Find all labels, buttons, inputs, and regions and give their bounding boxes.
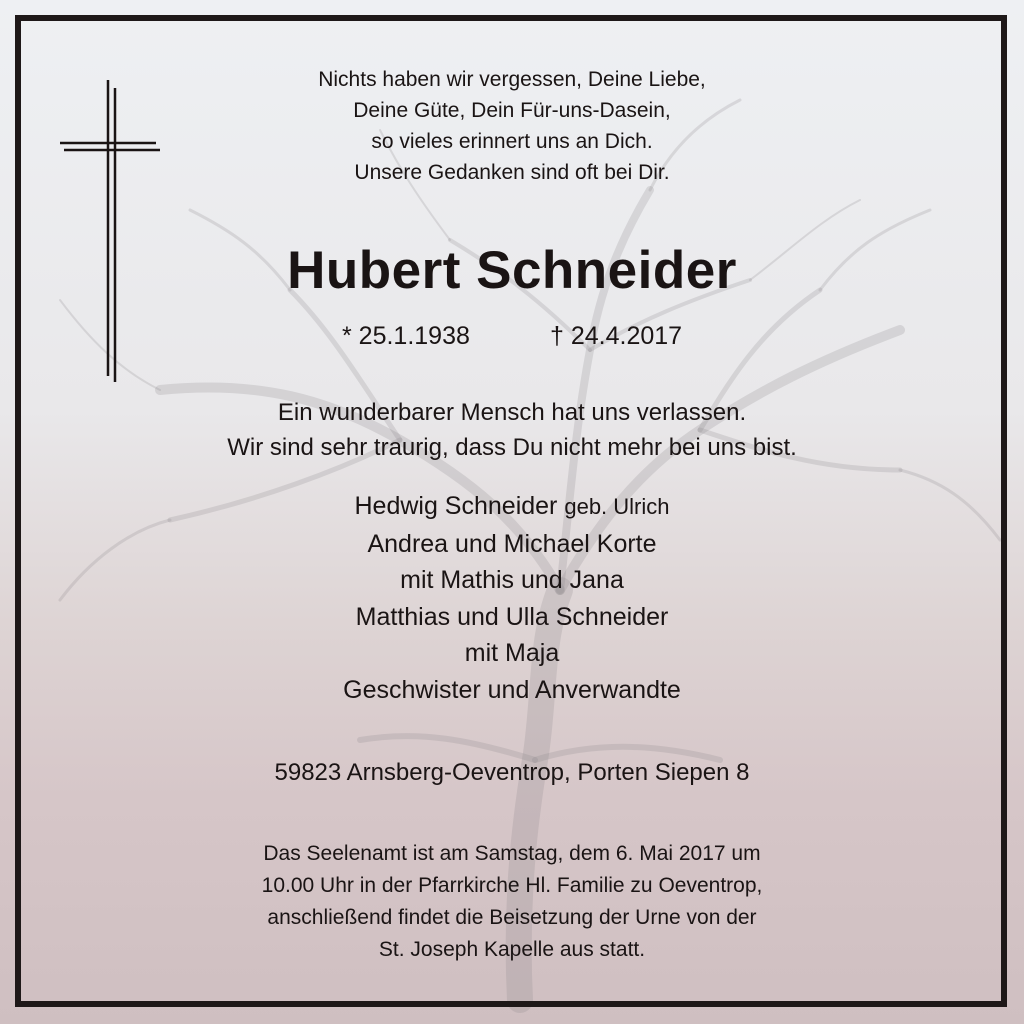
birth-date: * 25.1.1938 <box>342 322 470 350</box>
poem-verse <box>0 64 1024 188</box>
poem-line: so vieles erinnert uns an Dich. <box>371 130 653 153</box>
deceased-name: Hubert Schneider <box>287 241 737 300</box>
mourning-statement <box>0 395 1024 465</box>
mourner-line: Andrea und Michael Korte <box>367 529 657 558</box>
mourner-line <box>0 488 1024 526</box>
service-line: St. Joseph Kapelle aus statt. <box>378 938 646 961</box>
mourner-line: Matthias und Ulla Schneider <box>355 602 669 631</box>
poem-line: Nichts haben wir vergessen, Deine Liebe, <box>318 68 706 91</box>
mourner-line: mit Mathis und Jana <box>400 566 624 594</box>
poem-line: Unsere Gedanken sind oft bei Dir. <box>354 161 670 184</box>
mourner-line: mit Maja <box>464 639 560 667</box>
service-line: Das Seelenamt ist am Samstag, dem 6. Mai 2017 um <box>263 842 761 865</box>
family-address: 59823 Arnsberg-Oeventrop, Porten Siepen 8 <box>274 759 750 786</box>
mourner-line: Geschwister und Anverwandte <box>343 675 681 704</box>
statement-line: Wir sind sehr traurig, dass Du nicht mehr bei uns bist. <box>227 434 797 461</box>
mourners-list <box>0 488 1024 708</box>
poem-line: Deine Güte, Dein Für-uns-Dasein, <box>353 99 671 122</box>
service-line: anschließend findet die Beisetzung der Urne von der <box>267 906 757 929</box>
service-line: 10.00 Uhr in der Pfarrkirche Hl. Familie zu Oeventrop, <box>261 874 763 897</box>
statement-line: Ein wunderbarer Mensch hat uns verlassen. <box>277 399 747 426</box>
death-date: † 24.4.2017 <box>550 322 683 350</box>
maiden-name-note: geb. Ulrich <box>564 494 670 519</box>
mourner-name: Hedwig Schneider <box>354 492 558 520</box>
funeral-service-info <box>0 838 1024 966</box>
